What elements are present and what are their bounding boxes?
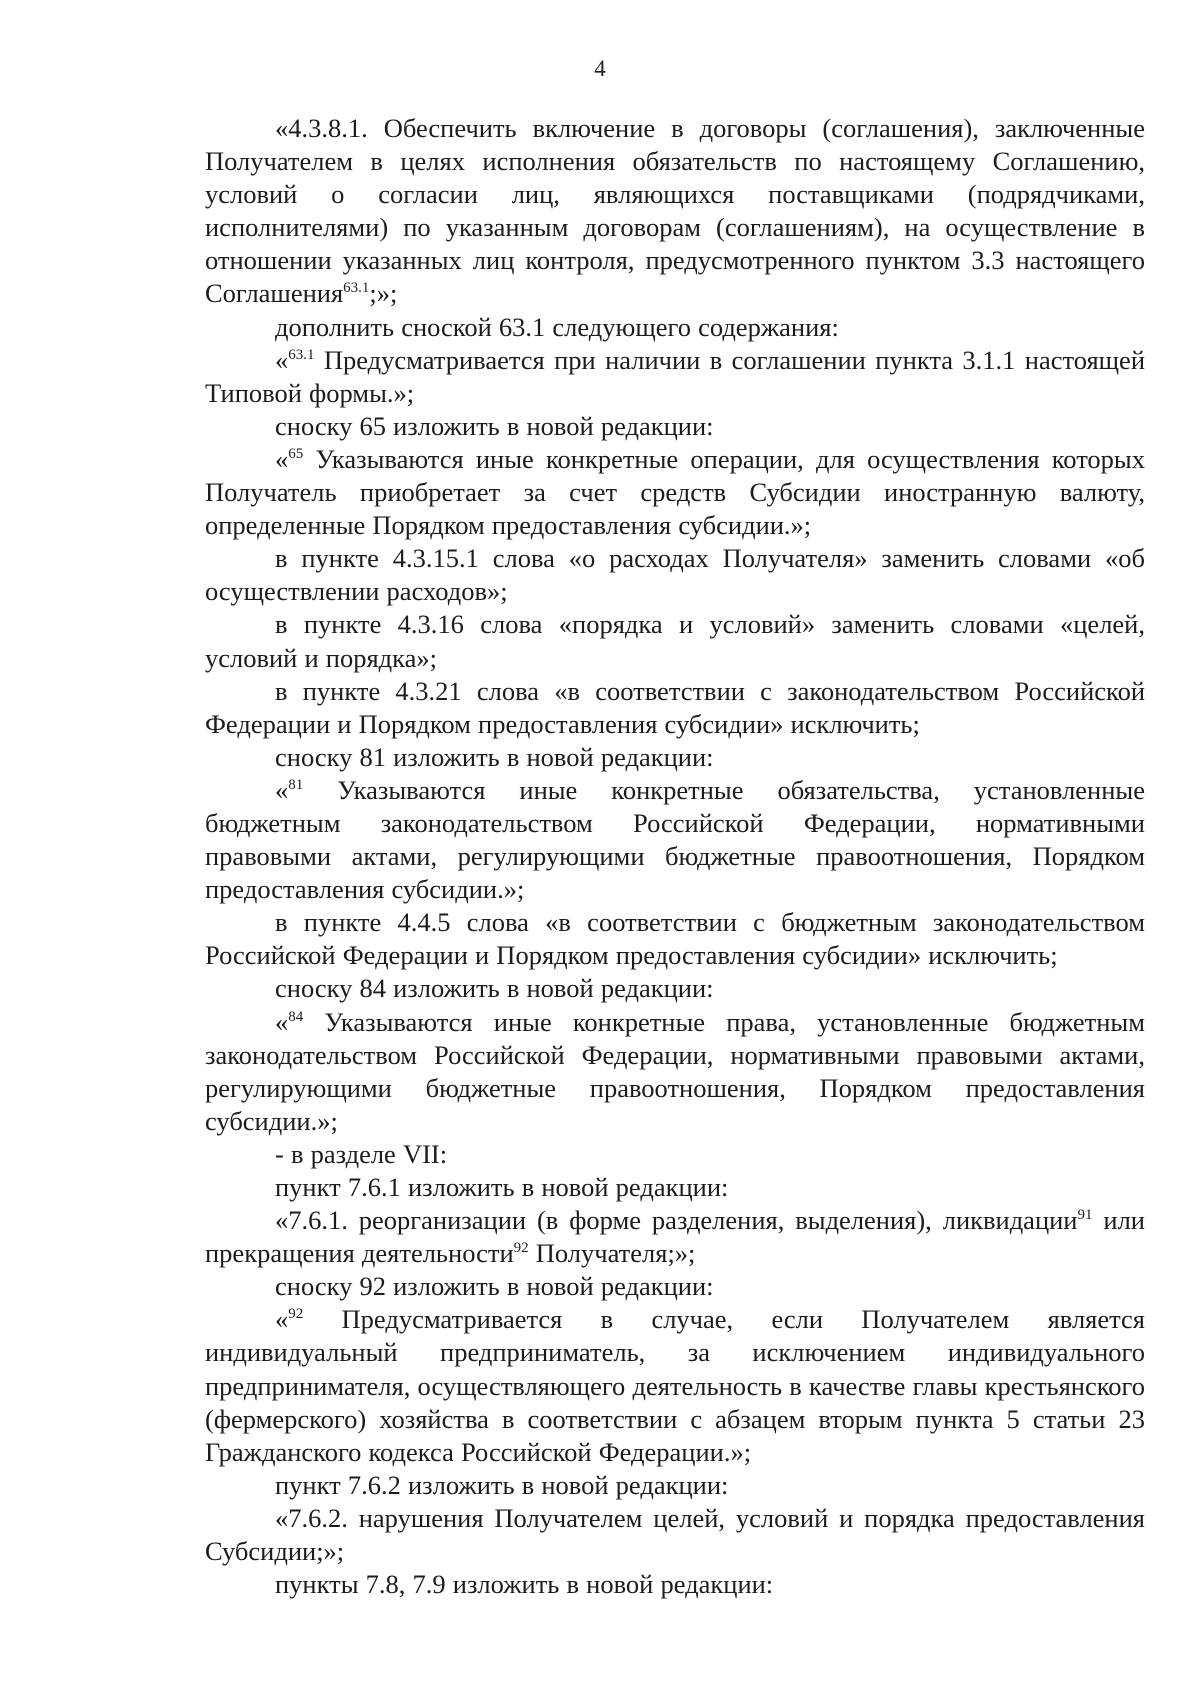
paragraph [205, 1006, 1145, 1138]
footnote-ref: 91 [1077, 1207, 1093, 1224]
footnote-ref: 92 [513, 1240, 529, 1257]
paragraph-text: Указываются иные конкретные обязательства, установленные бюджетным законодательством Российской Федерации, нормативными правовыми актами, регулирующими бюджетные правоотношения, Порядком предоставления субсидии.»; [205, 774, 1145, 905]
paragraph-text: в пункте 4.3.15.1 слова «о расходах Получателя» заменить словами «об осуществлении расходов»; [205, 543, 1145, 607]
paragraph-text: пункт 7.6.2 изложить в новой редакции: [275, 1469, 729, 1500]
paragraph [205, 608, 1145, 674]
footnote-ref: 63.1 [288, 346, 315, 363]
paragraph-text: « [275, 1304, 289, 1335]
paragraph-text: сноску 92 изложить в новой редакции: [275, 1271, 714, 1302]
paragraph-text: «4.3.8.1. Обеспечить включение в договоры (соглашения), заключенные Получателем в целях исполнения обязательств по настоящему Соглашению, условий о согласии лиц, являющихся поставщиками (подрядчиками, исполнителями) по указанным договорам (соглашениям), на осуществление в отношении указанных лиц контроля, предусмотренного пунктом 3.3 настоящего Соглашения [205, 113, 1145, 309]
paragraph [205, 774, 1145, 906]
footnote-ref: 92 [288, 1306, 304, 1323]
paragraph-text: Получателя;»; [528, 1238, 696, 1269]
paragraph [205, 344, 1145, 410]
paragraph [205, 410, 1145, 443]
paragraph-text: « [275, 1006, 289, 1037]
paragraph-text: или прекращения деятельности [205, 1205, 1145, 1269]
paragraph-text: в пункте 4.3.16 слова «порядка и условий» заменить словами «целей, условий и порядка»; [205, 609, 1145, 673]
paragraph [205, 741, 1145, 774]
paragraph [205, 112, 1145, 311]
paragraph-text: « [275, 774, 289, 805]
paragraph-text: « [275, 443, 289, 474]
footnote-ref: 65 [288, 445, 304, 462]
paragraph-text: - в разделе VII: [275, 1138, 448, 1169]
page-number: 4 [594, 56, 606, 81]
footnote-ref: 81 [288, 776, 304, 793]
paragraph [205, 311, 1145, 344]
paragraph-text: пункт 7.6.1 изложить в новой редакции: [275, 1172, 729, 1202]
paragraph [205, 1502, 1145, 1568]
paragraph [205, 1171, 1145, 1204]
paragraph [205, 675, 1145, 741]
paragraph-text: в пункте 4.3.21 слова «в соответствии с законодательством Российской Федерации и Порядком предоставления субсидии» исключить; [205, 675, 1145, 739]
paragraph-text: Указываются иные конкретные операции, для осуществления которых Получатель приобретает за счет средств Субсидии иностранную валюту, определенные Порядком предоставления субсидии.»; [205, 443, 1145, 541]
paragraph [205, 906, 1145, 972]
paragraph-text: «7.6.1. реорганизации (в форме разделения, выделения), ликвидации [275, 1205, 1078, 1236]
paragraph-text: сноску 84 изложить в новой редакции: [275, 973, 714, 1004]
paragraph-text: сноску 65 изложить в новой редакции: [275, 410, 714, 441]
paragraph [205, 1568, 1145, 1601]
paragraph [205, 1270, 1145, 1303]
paragraph-text: сноску 81 изложить в новой редакции: [275, 741, 714, 772]
document-body [205, 112, 1145, 1601]
paragraph-text: Указываются иные конкретные права, установленные бюджетным законодательством Российской Федерации, нормативными правовыми актами, регулирующими бюджетные правоотношения, Порядком предоставления субсидии.»; [205, 1006, 1145, 1136]
paragraph [205, 1303, 1145, 1468]
footnote-ref: 63.1 [343, 280, 370, 297]
paragraph-text: дополнить сноской 63.1 следующего содержания: [275, 311, 839, 342]
paragraph [205, 1204, 1145, 1270]
paragraph-text: в пункте 4.4.5 слова «в соответствии с бюджетным законодательством Российской Федерации и Порядком предоставления субсидии» исключить; [205, 907, 1145, 971]
paragraph-text: « [275, 344, 289, 375]
paragraph [205, 972, 1145, 1005]
paragraph-text: «7.6.2. нарушения Получателем целей, условий и порядка предоставления Субсидии;»; [205, 1502, 1145, 1567]
footnote-ref: 84 [288, 1008, 304, 1025]
paragraph-text: ;»; [369, 278, 398, 309]
paragraph [205, 1138, 1145, 1171]
paragraph [205, 542, 1145, 608]
paragraph [205, 443, 1145, 542]
paragraph-text: Предусматривается при наличии в соглашении пункта 3.1.1 настоящей Типовой формы.»; [205, 344, 1145, 408]
paragraph [205, 1469, 1145, 1502]
paragraph-text: Предусматривается в случае, если Получателем является индивидуальный предприниматель, за исключением индивидуального предпринимателя, осуществляющего деятельность в качестве главы крестьянского (фермерского) хозяйства в соответствии с абзацем вторым пункта 5 статьи 23 Гражданского кодекса Российской Федерации.»; [205, 1304, 1145, 1467]
paragraph-text: пункты 7.8, 7.9 изложить в новой редакции: [275, 1569, 774, 1600]
